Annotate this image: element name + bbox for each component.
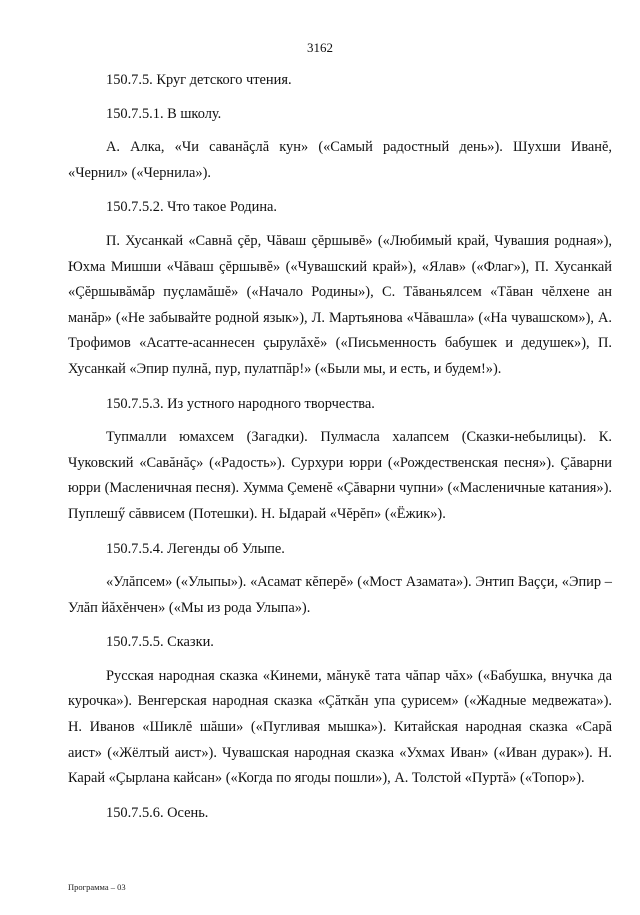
section-heading: 150.7.5.4. Легенды об Улыпе.: [106, 540, 285, 557]
document-body: [68, 68, 612, 834]
section-heading: 150.7.5. Круг детского чтения.: [106, 72, 292, 88]
section-heading: 150.7.5.2. Что такое Родина.: [106, 199, 278, 216]
section-paragraph: Тупмалли юмахсем (Загадки). Пулмасла халапсем (Сказки-небылицы). К. Чуковский «Савăнăç» («Радость»). Сурхури юрри («Рождественская песня»). Çăварни юрри (Масленичная песня). Хумма Çеменĕ «Çăварни чупни» («Масленичные катания»). Пуплешӳ сăввисем (Потешки). Н. Ыдарай «Чĕрĕп» («Ёжик»).: [68, 429, 612, 522]
page-number: 3162: [307, 40, 333, 55]
page-footer: Программа – 03: [68, 882, 126, 892]
section-heading: 150.7.5.3. Из устного народного творчества.: [106, 395, 375, 412]
section-heading: 150.7.5.6. Осень.: [106, 804, 209, 821]
section-heading: 150.7.5.5. Сказки.: [106, 634, 214, 651]
section-paragraph: П. Хусанкай «Савнă çĕр, Чăваш çĕршывĕ» («Любимый край, Чувашия родная»), Юхма Мишши «Чăваш çĕршывĕ» («Чувашский край»), «Ялав» («Флаг»), П. Хусанкай «Çĕршывăмăр пуçламăшĕ» («Начало Родины»), С. Тăваньялсем «Тăван чĕлхене ан манăр» («Не забывайте родной язык»), Л. Мартьянова «Чăвашла» («На чувашском»), А. Трофимов «Асатте-асаннесен çырулăхĕ» («Письменность бабушек и дедушек»), П. Хусанкай «Эпир пулнă, пур, пулатпăр!» («Были мы, и есть, и будем!»).: [68, 232, 612, 377]
section-paragraph: А. Алка, «Чи саванăçлă кун» («Самый радостный день»). Шухши Иванĕ, «Чернил» («Чернила»).: [68, 139, 612, 181]
section-paragraph: «Улăпсем» («Улыпы»). «Асамат кĕперĕ» («Мост Азамата»). Энтип Ваççи, «Эпир – Улăп йăхĕнчен» («Мы из рода Улыпа»).: [68, 574, 612, 616]
section-paragraph: Русская народная сказка «Кинеми, мăнукĕ тата чăпар чăх» («Бабушка, внучка да курочка»). Венгерская народная сказка «Çăткăн упа çурисем» («Жадные медвежата»). Н. Иванов «Шиклĕ шăши» («Пугливая мышка»). Китайская народная сказка «Сарă аист» («Жёлтый аист»). Чувашская народная сказка «Ухмах Иван» («Иван дурак»). Н. Карай «Çырлана кайсан» («Когда по ягоды пошли»), А. Толстой «Пуртă» («Топор»).: [68, 667, 612, 787]
section-heading: 150.7.5.1. В школу.: [106, 105, 222, 122]
